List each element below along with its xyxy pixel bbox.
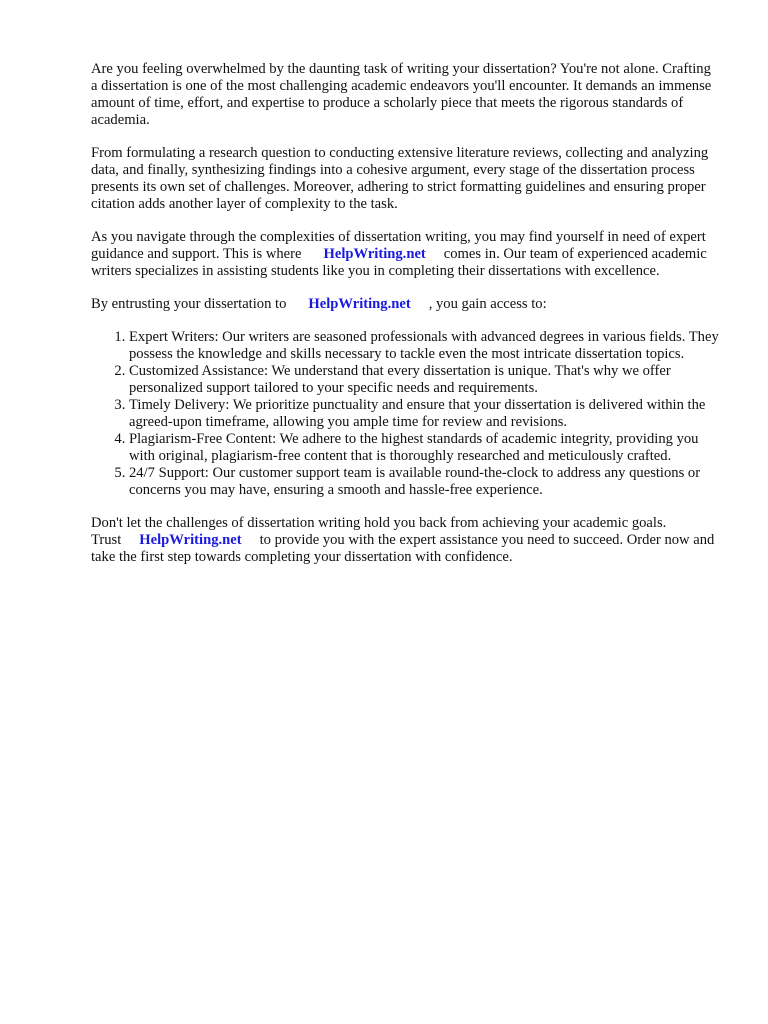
- helpwriting-link-3[interactable]: HelpWriting.net: [139, 532, 242, 548]
- guidance-text-after: comes in. Our team of experienced academic writers specializes in assisting students like you in completing their dissertations with excellence.: [91, 246, 707, 279]
- helpwriting-link-1[interactable]: HelpWriting.net: [323, 246, 426, 262]
- closing-text-before: Don't let the challenges of dissertation writing hold you back from achieving your academic goals. Trust: [91, 515, 667, 548]
- document-page: [91, 61, 721, 582]
- closing-text-after: to provide you with the expert assistance you need to succeed. Order now and take the first step towards completing your dissertation with confidence.: [91, 532, 715, 565]
- process-paragraph: From formulating a research question to conducting extensive literature reviews, collecting and analyzing data, and finally, synthesizing findings into a cohesive argument, every stage of the dissertation process presents its own set of challenges. Moreover, adhering to strict formatting guidelines and ensuring proper citation adds another layer of complexity to the task.: [91, 145, 709, 212]
- list-item: 1. Expert Writers: Our writers are seasoned professionals with advanced degrees in various fields. They possess the knowledge and skills necessary to tackle even the most intricate dissertation topics.: [129, 329, 721, 363]
- closing-paragraph: [91, 515, 721, 566]
- features-list: [91, 329, 721, 499]
- list-item: 4. Plagiarism-Free Content: We adhere to the highest standards of academic integrity, providing you with original, plagiarism-free content that is thoroughly researched and meticulously crafted.: [129, 431, 721, 465]
- list-item: 3. Timely Delivery: We prioritize punctuality and ensure that your dissertation is delivered within the agreed-upon timeframe, allowing you ample time for review and revisions.: [129, 397, 721, 431]
- access-text-before: By entrusting your dissertation to: [91, 296, 287, 312]
- list-item: 2. Customized Assistance: We understand that every dissertation is unique. That's why we offer personalized support tailored to your specific needs and requirements.: [129, 363, 721, 397]
- guidance-text-before: As you navigate through the complexities of dissertation writing, you may find yourself in need of expert guidance and support. This is where: [91, 229, 706, 262]
- access-text-after: , you gain access to:: [428, 296, 547, 312]
- list-item: 5. 24/7 Support: Our customer support team is available round-the-clock to address any questions or concerns you may have, ensuring a smooth and hassle-free experience.: [129, 465, 721, 499]
- access-paragraph: [91, 296, 721, 313]
- intro-paragraph: Are you feeling overwhelmed by the daunting task of writing your dissertation? You're not alone. Crafting a dissertation is one of the most challenging academic endeavors you'll encounter. It demands an immense amount of time, effort, and expertise to produce a scholarly piece that meets the rigorous standards of academia.: [91, 61, 712, 128]
- helpwriting-link-2[interactable]: HelpWriting.net: [308, 296, 411, 312]
- guidance-paragraph: [91, 229, 721, 280]
